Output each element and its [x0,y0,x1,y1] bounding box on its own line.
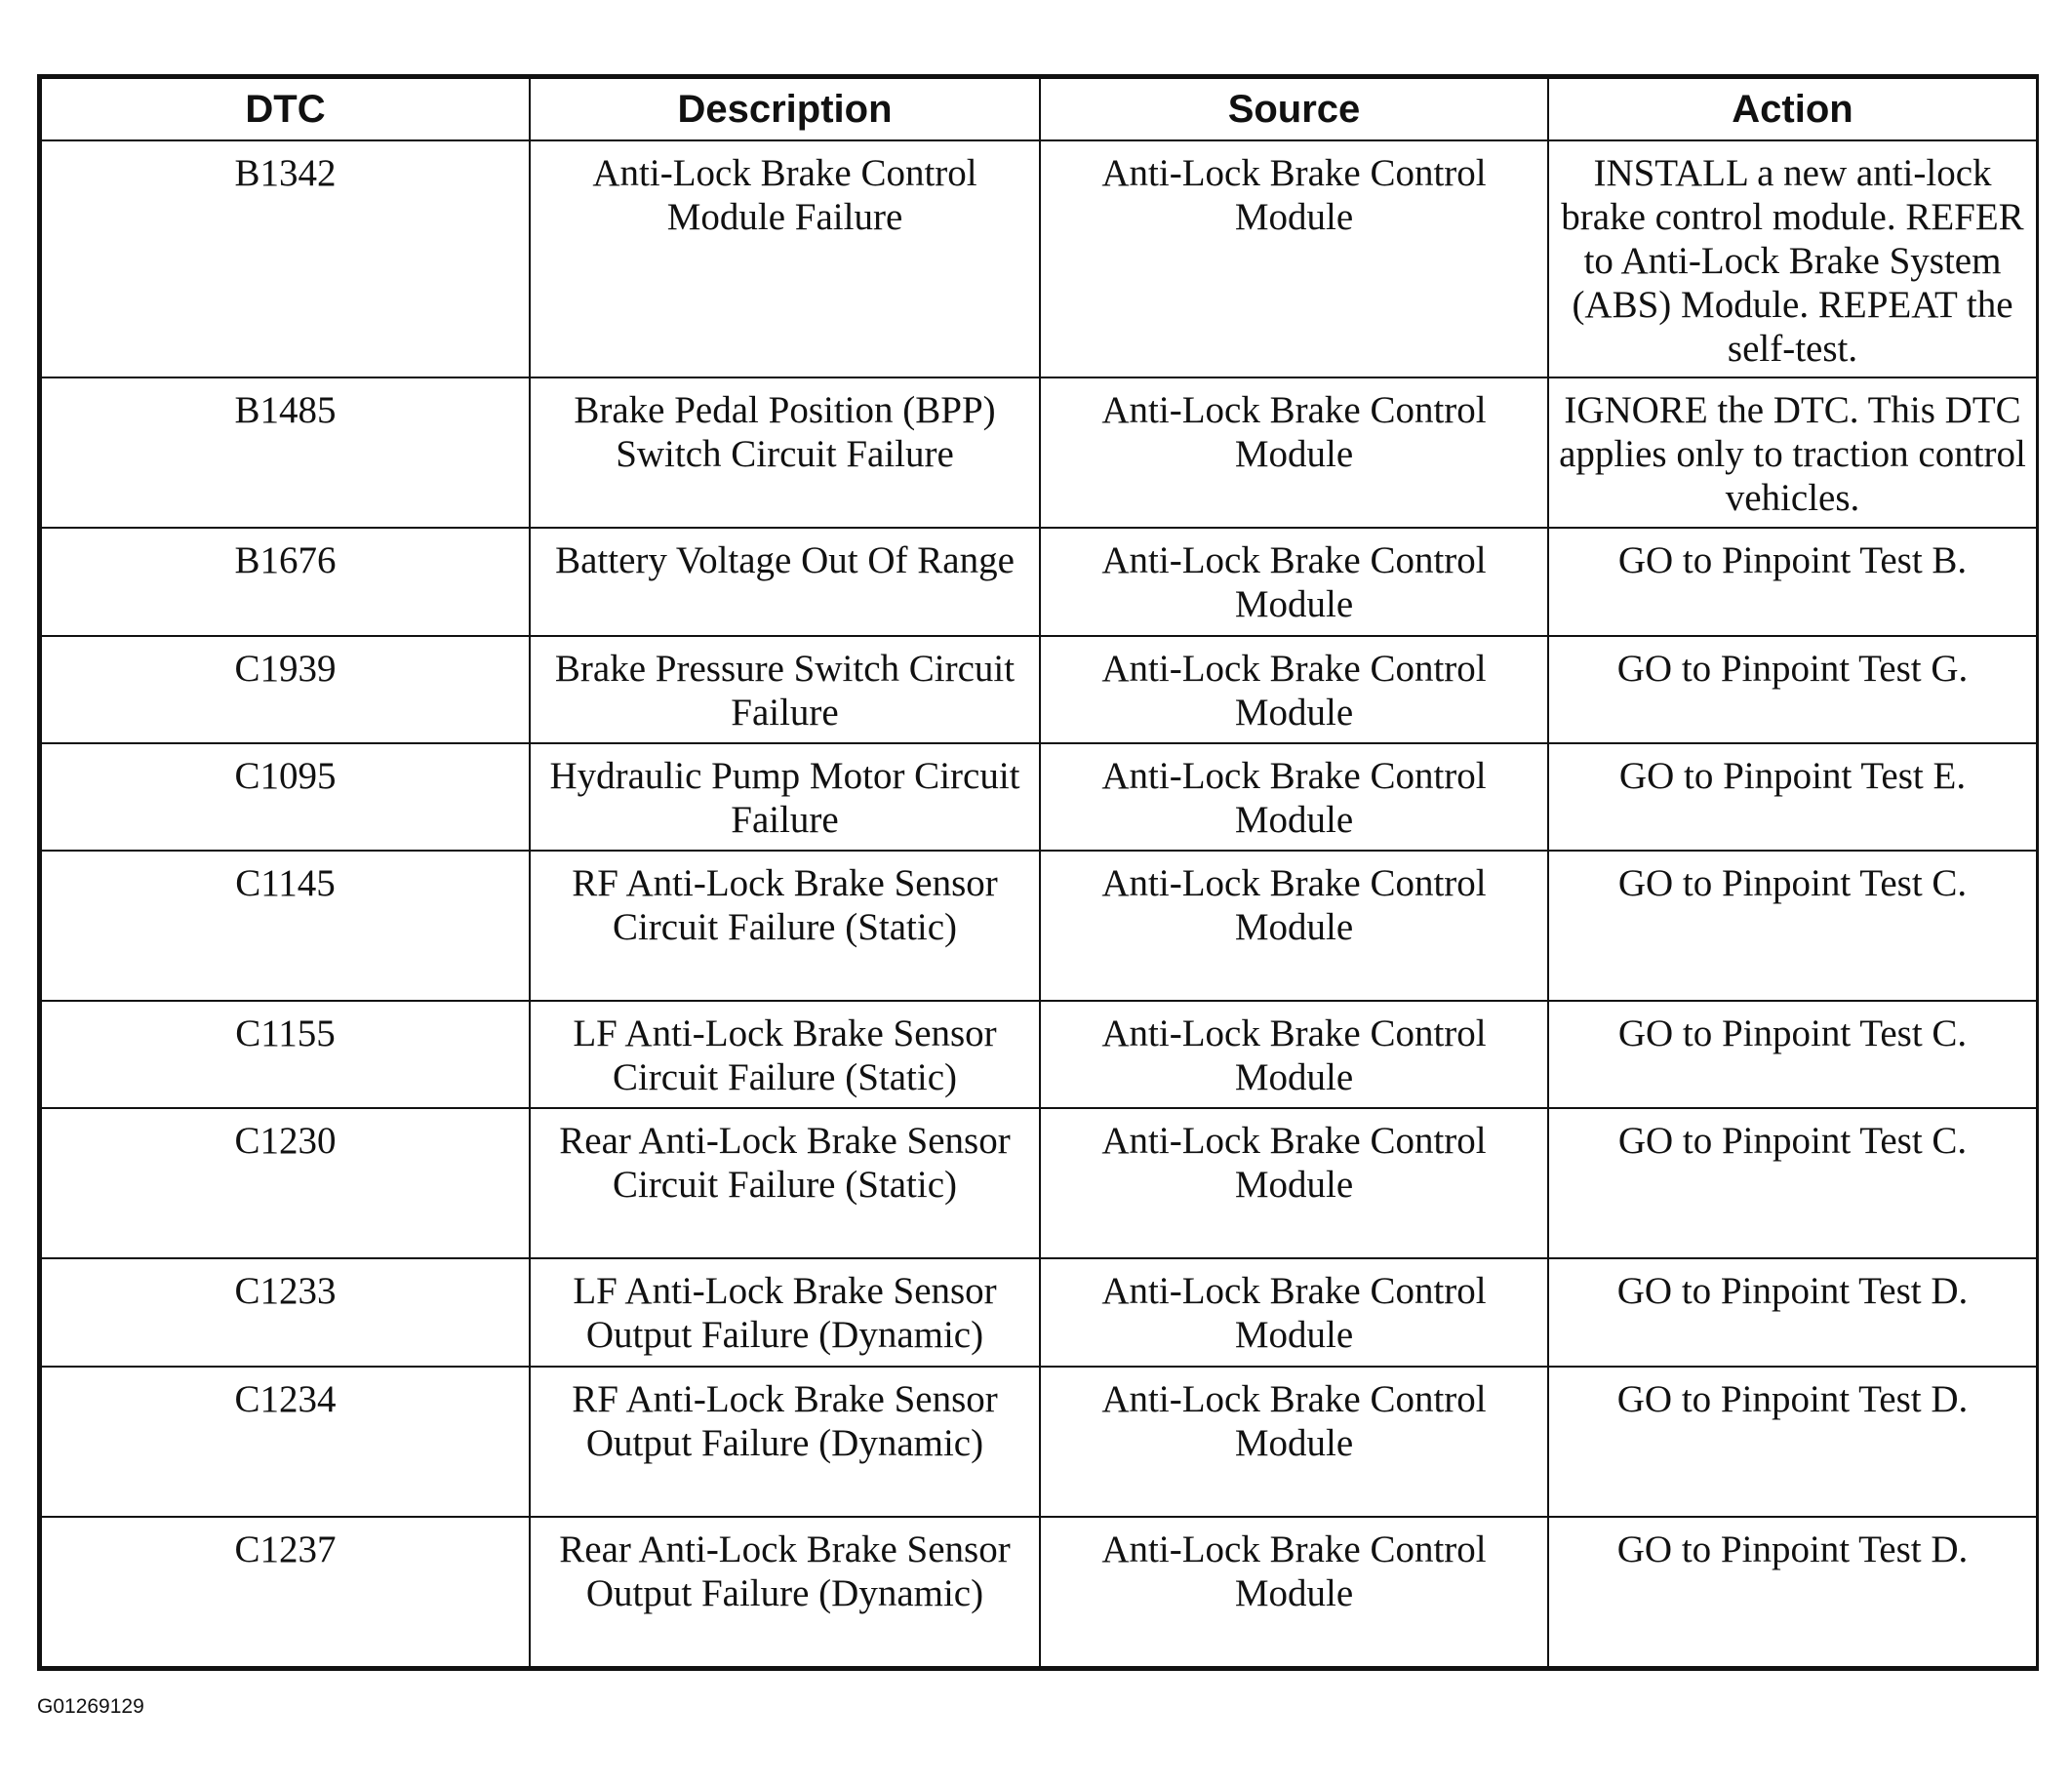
table-row [41,636,2037,743]
source-cell: Anti-Lock Brake Control Module [1040,851,1548,1001]
description-cell: Brake Pressure Switch Circuit Failure [530,636,1040,743]
description-cell: LF Anti-Lock Brake Sensor Circuit Failure (Static) [530,1001,1040,1108]
column-header-description: Description [530,78,1040,140]
dtc-code-cell: B1676 [41,528,530,635]
source-cell: Anti-Lock Brake Control Module [1040,636,1548,743]
description-cell: Anti-Lock Brake Control Module Failure [530,140,1040,377]
table-header-row [41,78,2037,140]
action-cell: GO to Pinpoint Test C. [1548,1001,2037,1108]
dtc-code-cell: C1237 [41,1517,530,1667]
action-cell: GO to Pinpoint Test E. [1548,743,2037,851]
dtc-code-cell: C1230 [41,1108,530,1258]
action-cell: GO to Pinpoint Test D. [1548,1258,2037,1366]
action-cell: GO to Pinpoint Test D. [1548,1517,2037,1667]
source-cell: Anti-Lock Brake Control Module [1040,140,1548,377]
source-cell: Anti-Lock Brake Control Module [1040,528,1548,635]
dtc-code-cell: B1485 [41,377,530,528]
dtc-code-cell: C1233 [41,1258,530,1366]
table-row [41,1367,2037,1517]
description-cell: Rear Anti-Lock Brake Sensor Circuit Failure (Static) [530,1108,1040,1258]
description-cell: Hydraulic Pump Motor Circuit Failure [530,743,1040,851]
action-cell: GO to Pinpoint Test D. [1548,1367,2037,1517]
description-cell: RF Anti-Lock Brake Sensor Circuit Failure (Static) [530,851,1040,1001]
table-row [41,1001,2037,1108]
dtc-code-cell: C1155 [41,1001,530,1108]
table-row [41,851,2037,1001]
action-cell: GO to Pinpoint Test G. [1548,636,2037,743]
source-cell: Anti-Lock Brake Control Module [1040,743,1548,851]
action-cell: IGNORE the DTC. This DTC applies only to traction control vehicles. [1548,377,2037,528]
figure-id-label: G01269129 [37,1695,144,1718]
dtc-table-container [37,74,2039,1671]
description-cell: Battery Voltage Out Of Range [530,528,1040,635]
dtc-code-cell: B1342 [41,140,530,377]
description-cell: Brake Pedal Position (BPP) Switch Circuit Failure [530,377,1040,528]
table-row [41,1517,2037,1667]
dtc-code-cell: C1095 [41,743,530,851]
action-cell: GO to Pinpoint Test C. [1548,1108,2037,1258]
table-row [41,528,2037,635]
dtc-code-cell: C1145 [41,851,530,1001]
source-cell: Anti-Lock Brake Control Module [1040,377,1548,528]
source-cell: Anti-Lock Brake Control Module [1040,1108,1548,1258]
table-row [41,377,2037,528]
table-row [41,140,2037,377]
source-cell: Anti-Lock Brake Control Module [1040,1517,1548,1667]
column-header-source: Source [1040,78,1548,140]
description-cell: RF Anti-Lock Brake Sensor Output Failure (Dynamic) [530,1367,1040,1517]
source-cell: Anti-Lock Brake Control Module [1040,1001,1548,1108]
dtc-code-cell: C1234 [41,1367,530,1517]
table-row [41,1258,2037,1366]
table-row [41,1108,2037,1258]
table-row [41,743,2037,851]
description-cell: LF Anti-Lock Brake Sensor Output Failure (Dynamic) [530,1258,1040,1366]
action-cell: GO to Pinpoint Test C. [1548,851,2037,1001]
action-cell: INSTALL a new anti-lock brake control module. REFER to Anti-Lock Brake System (ABS) Module. REPEAT the self-test. [1548,140,2037,377]
description-cell: Rear Anti-Lock Brake Sensor Output Failure (Dynamic) [530,1517,1040,1667]
source-cell: Anti-Lock Brake Control Module [1040,1258,1548,1366]
dtc-table [40,77,2038,1668]
column-header-dtc: DTC [41,78,530,140]
source-cell: Anti-Lock Brake Control Module [1040,1367,1548,1517]
dtc-code-cell: C1939 [41,636,530,743]
column-header-action: Action [1548,78,2037,140]
action-cell: GO to Pinpoint Test B. [1548,528,2037,635]
